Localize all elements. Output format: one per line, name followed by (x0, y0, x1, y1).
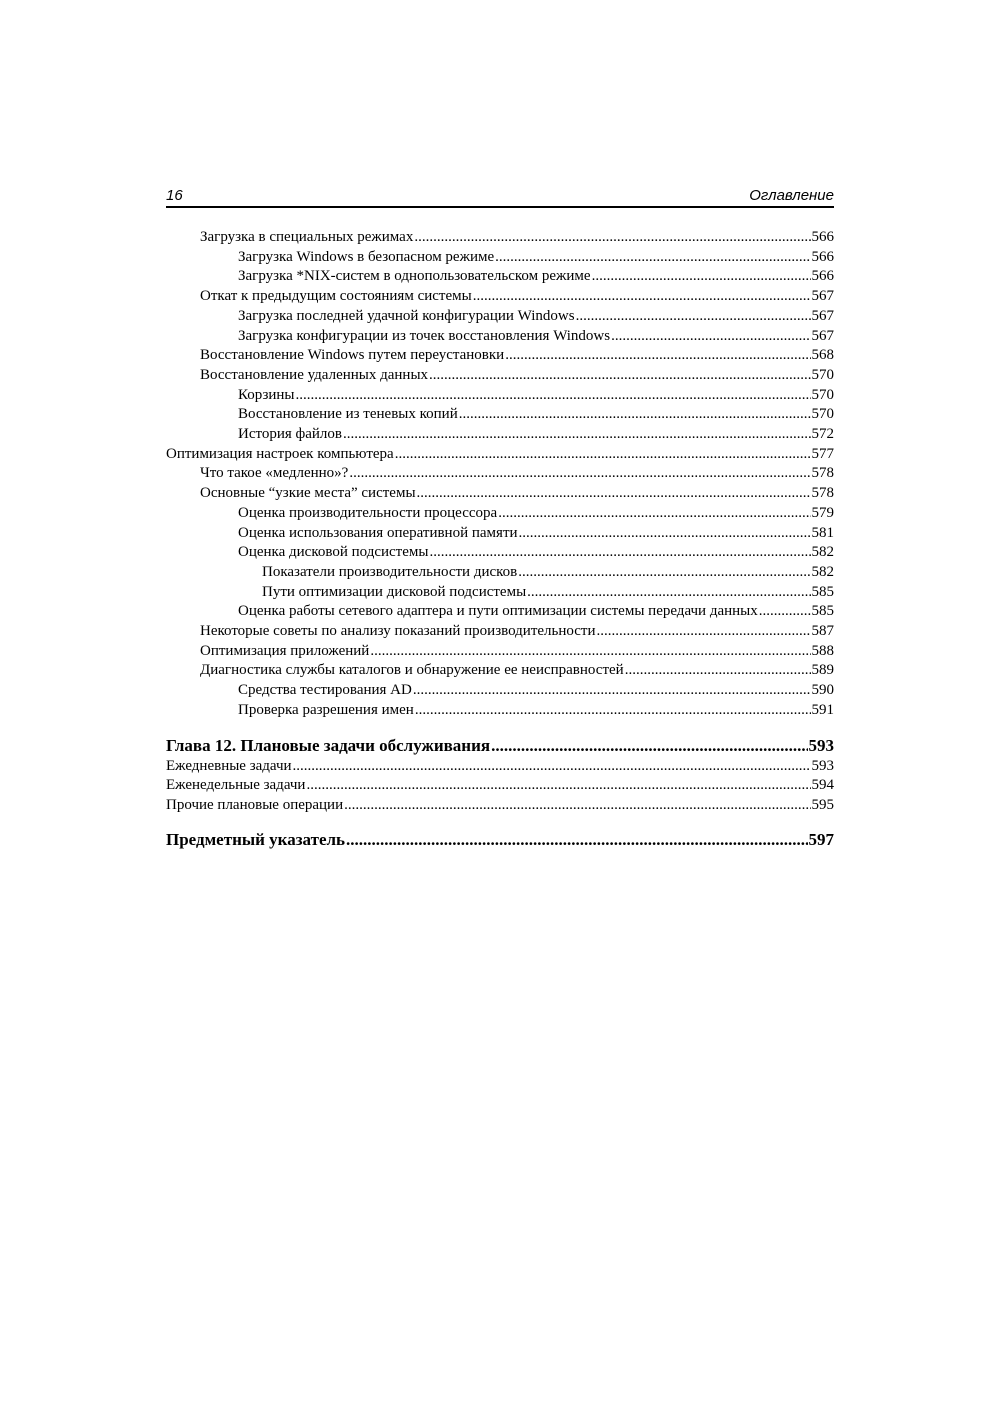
dot-leader (495, 248, 810, 268)
toc-entry[interactable] (166, 327, 834, 347)
toc-entry-page: 578 (811, 465, 834, 482)
chapter-entries (166, 757, 834, 816)
toc-entry[interactable] (166, 796, 834, 816)
dot-leader (459, 405, 811, 425)
dot-leader (417, 484, 811, 504)
toc-entry-title: Показатели производительности дисков (262, 563, 518, 580)
toc-entry-page: 567 (811, 288, 834, 305)
toc-entry[interactable] (166, 543, 834, 563)
toc-entry-page: 578 (811, 485, 834, 502)
toc-entry-page: 585 (811, 583, 834, 600)
toc-entry-page: 594 (811, 777, 834, 794)
dot-leader (576, 307, 811, 327)
dot-leader (473, 287, 811, 307)
table-of-contents (166, 228, 834, 851)
toc-entry-title: Оценка работы сетевого адаптера и пути оптимизации системы передачи данных (238, 603, 758, 620)
dot-leader (293, 757, 811, 777)
chapter-title: Глава 12. Плановые задачи обслуживания (166, 735, 491, 755)
toc-section-entries (166, 228, 834, 721)
toc-entry[interactable] (166, 563, 834, 583)
toc-entry-page: 582 (811, 544, 834, 561)
toc-entry-page: 566 (811, 268, 834, 285)
toc-entry-title: Что такое «медленно»? (200, 465, 349, 482)
toc-entry-page: 589 (811, 662, 834, 679)
toc-entry[interactable] (166, 524, 834, 544)
toc-entry[interactable] (166, 248, 834, 268)
toc-entry-title: Корзины (238, 386, 295, 403)
toc-entry-title: История файлов (238, 426, 342, 443)
chapter-heading[interactable] (166, 735, 834, 757)
toc-entry[interactable] (166, 602, 834, 622)
toc-entry-page: 590 (811, 682, 834, 699)
toc-entry[interactable] (166, 484, 834, 504)
toc-entry[interactable] (166, 307, 834, 327)
toc-entry-page: 591 (811, 701, 834, 718)
toc-entry-title: Некоторые советы по анализу показаний производительности (200, 623, 596, 640)
toc-entry-page: 579 (811, 504, 834, 521)
toc-entry[interactable] (166, 583, 834, 603)
dot-leader (414, 228, 810, 248)
toc-entry-title: Оценка производительности процессора (238, 504, 498, 521)
toc-entry[interactable] (166, 386, 834, 406)
toc-entry[interactable] (166, 757, 834, 777)
toc-entry-title: Загрузка Windows в безопасном режиме (238, 248, 495, 265)
toc-entry-title: Откат к предыдущим состояниям системы (200, 288, 472, 305)
toc-entry-page: 587 (811, 623, 834, 640)
toc-entry-page: 588 (811, 642, 834, 659)
toc-entry-page: 577 (811, 445, 834, 462)
toc-entry-title: Ежедневные задачи (166, 757, 292, 774)
toc-entry-page: 570 (811, 406, 834, 423)
dot-leader (415, 701, 811, 721)
toc-entry[interactable] (166, 701, 834, 721)
toc-entry-page: 566 (811, 248, 834, 265)
index-title: Предметный указатель (166, 829, 346, 849)
dot-leader (527, 583, 810, 603)
toc-entry[interactable] (166, 267, 834, 287)
dot-leader (429, 543, 810, 563)
dot-leader (395, 445, 811, 465)
toc-entry-page: 582 (811, 563, 834, 580)
index-heading[interactable] (166, 829, 834, 851)
toc-entry-title: Загрузка конфигурации из точек восстановления Windows (238, 327, 611, 344)
toc-entry-title: Диагностика службы каталогов и обнаружение ее неисправностей (200, 662, 624, 679)
toc-entry-title: Основные “узкие места” системы (200, 485, 416, 502)
toc-entry-title: Восстановление удаленных данных (200, 366, 429, 383)
dot-leader (429, 366, 810, 386)
page-number: 16 (166, 187, 183, 204)
toc-entry[interactable] (166, 228, 834, 248)
toc-entry-page: 568 (811, 347, 834, 364)
dot-leader (611, 327, 810, 347)
toc-entry-title: Проверка разрешения имен (238, 701, 414, 718)
toc-entry-title: Восстановление Windows путем переустановки (200, 347, 505, 364)
chapter-page: 593 (808, 735, 834, 755)
toc-entry-page: 593 (811, 757, 834, 774)
running-title: Оглавление (749, 187, 834, 204)
toc-entry-page: 581 (811, 524, 834, 541)
toc-entry-title: Средства тестирования AD (238, 682, 412, 699)
dot-leader (370, 642, 810, 662)
dot-leader (296, 386, 811, 406)
dot-leader (597, 622, 811, 642)
toc-entry[interactable] (166, 366, 834, 386)
toc-entry-page: 567 (811, 327, 834, 344)
toc-entry-page: 572 (811, 426, 834, 443)
toc-entry-page: 566 (811, 229, 834, 245)
toc-entry[interactable] (166, 776, 834, 796)
dot-leader (349, 464, 810, 484)
toc-entry-page: 595 (811, 796, 834, 813)
toc-entry-title: Восстановление из теневых копий (238, 406, 458, 423)
page-header (166, 186, 834, 208)
dot-leader (592, 267, 811, 287)
toc-entry-title: Оптимизация настроек компьютера (166, 445, 394, 462)
toc-entry[interactable] (166, 405, 834, 425)
toc-entry-page: 567 (811, 307, 834, 324)
toc-entry[interactable] (166, 445, 834, 465)
toc-entry-title: Загрузка в специальных режимах (200, 229, 414, 245)
toc-entry-page: 570 (811, 366, 834, 383)
toc-entry[interactable] (166, 287, 834, 307)
toc-entry[interactable] (166, 425, 834, 445)
dot-leader (413, 681, 811, 701)
dot-leader (306, 776, 810, 796)
toc-entry-page: 570 (811, 386, 834, 403)
toc-entry-title: Пути оптимизации дисковой подсистемы (262, 583, 527, 600)
toc-entry-title: Еженедельные задачи (166, 777, 306, 794)
dot-leader (505, 346, 810, 366)
dot-leader (518, 563, 810, 583)
toc-entry[interactable] (166, 504, 834, 524)
toc-entry[interactable] (166, 642, 834, 662)
toc-entry-title: Оценка использования оперативной памяти (238, 524, 518, 541)
toc-entry[interactable] (166, 346, 834, 366)
toc-entry-page: 585 (811, 603, 834, 620)
dot-leader (343, 425, 811, 445)
toc-entry-title: Загрузка *NIX-систем в однопользовательском режиме (238, 268, 591, 285)
dot-leader (344, 796, 810, 816)
dot-leader (625, 661, 811, 681)
toc-entry[interactable] (166, 622, 834, 642)
toc-entry-title: Прочие плановые операции (166, 796, 344, 813)
index-page: 597 (808, 829, 834, 849)
dot-leader (759, 602, 811, 622)
dot-leader (346, 829, 807, 851)
dot-leader (491, 735, 807, 757)
toc-entry[interactable] (166, 661, 834, 681)
toc-entry-title: Оценка дисковой подсистемы (238, 544, 429, 561)
toc-entry[interactable] (166, 681, 834, 701)
dot-leader (498, 504, 810, 524)
toc-entry-title: Загрузка последней удачной конфигурации Windows (238, 307, 575, 324)
toc-entry-title: Оптимизация приложений (200, 642, 370, 659)
dot-leader (519, 524, 811, 544)
toc-entry[interactable] (166, 464, 834, 484)
